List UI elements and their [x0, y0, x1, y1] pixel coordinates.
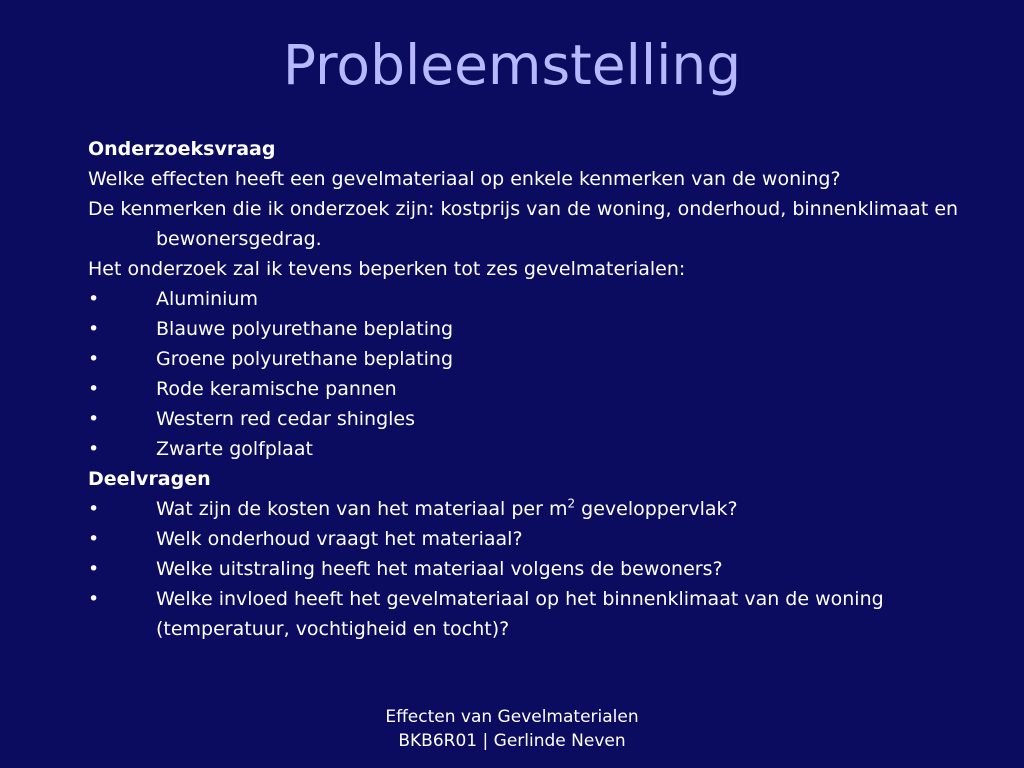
bullet-icon: •	[88, 318, 100, 340]
bullet-icon: •	[88, 378, 100, 400]
material-item: Western red cedar shingles	[156, 408, 416, 430]
subquestion-text-start: Wat zijn de kosten van het materiaal per m	[156, 498, 568, 520]
research-question: Welke effecten heeft een gevelmateriaal op enkele kenmerken van de woning?	[88, 168, 841, 190]
material-item: Blauwe polyurethane beplating	[156, 318, 454, 340]
slide-title: Probleemstelling	[282, 33, 742, 97]
list-item	[88, 524, 968, 554]
footer-author: BKB6R01 | Gerlinde Neven	[398, 731, 626, 751]
material-item: Aluminium	[156, 288, 258, 310]
section-heading-deelvragen: Deelvragen	[88, 468, 211, 490]
list-item	[88, 554, 968, 584]
bullet-icon: •	[88, 288, 100, 310]
superscript-two: 2	[567, 496, 576, 511]
slide-footer	[0, 705, 1024, 753]
bullet-icon: •	[88, 408, 100, 430]
subquestion-item: Welk onderhoud vraagt het materiaal?	[156, 528, 523, 550]
material-item: Rode keramische pannen	[156, 378, 397, 400]
material-item: Zwarte golfplaat	[156, 438, 313, 460]
bullet-icon: •	[88, 348, 100, 370]
list-item	[88, 314, 968, 344]
characteristics-text: De kenmerken die ik onderzoek zijn: kostprijs van de woning, onderhoud, binnenklimaat en bewonersgedrag.	[88, 198, 959, 250]
section-heading-onderzoeksvraag: Onderzoeksvraag	[88, 138, 276, 160]
list-item	[88, 404, 968, 434]
bullet-icon: •	[88, 528, 100, 550]
material-item: Groene polyurethane beplating	[156, 348, 454, 370]
list-item	[88, 284, 968, 314]
subquestion-text-end: geveloppervlak?	[575, 498, 738, 520]
list-item	[88, 434, 968, 464]
subquestion-item: Welke invloed heeft het gevelmateriaal op het binnenklimaat van de woning (temperatuur, vochtigheid en tocht)?	[156, 588, 884, 640]
bullet-icon: •	[88, 438, 100, 460]
subquestion-item: Welke uitstraling heeft het materiaal volgens de bewoners?	[156, 558, 723, 580]
list-item	[88, 344, 968, 374]
bullet-icon: •	[88, 558, 100, 580]
list-item	[88, 374, 968, 404]
list-item	[88, 494, 968, 524]
bullet-icon: •	[88, 588, 100, 610]
slide-body	[88, 134, 968, 644]
bullet-icon: •	[88, 498, 100, 520]
list-item	[88, 584, 968, 644]
footer-title: Effecten van Gevelmaterialen	[385, 707, 639, 727]
subquestion-item	[156, 494, 968, 524]
limitation-text: Het onderzoek zal ik tevens beperken tot zes gevelmaterialen:	[88, 258, 686, 280]
